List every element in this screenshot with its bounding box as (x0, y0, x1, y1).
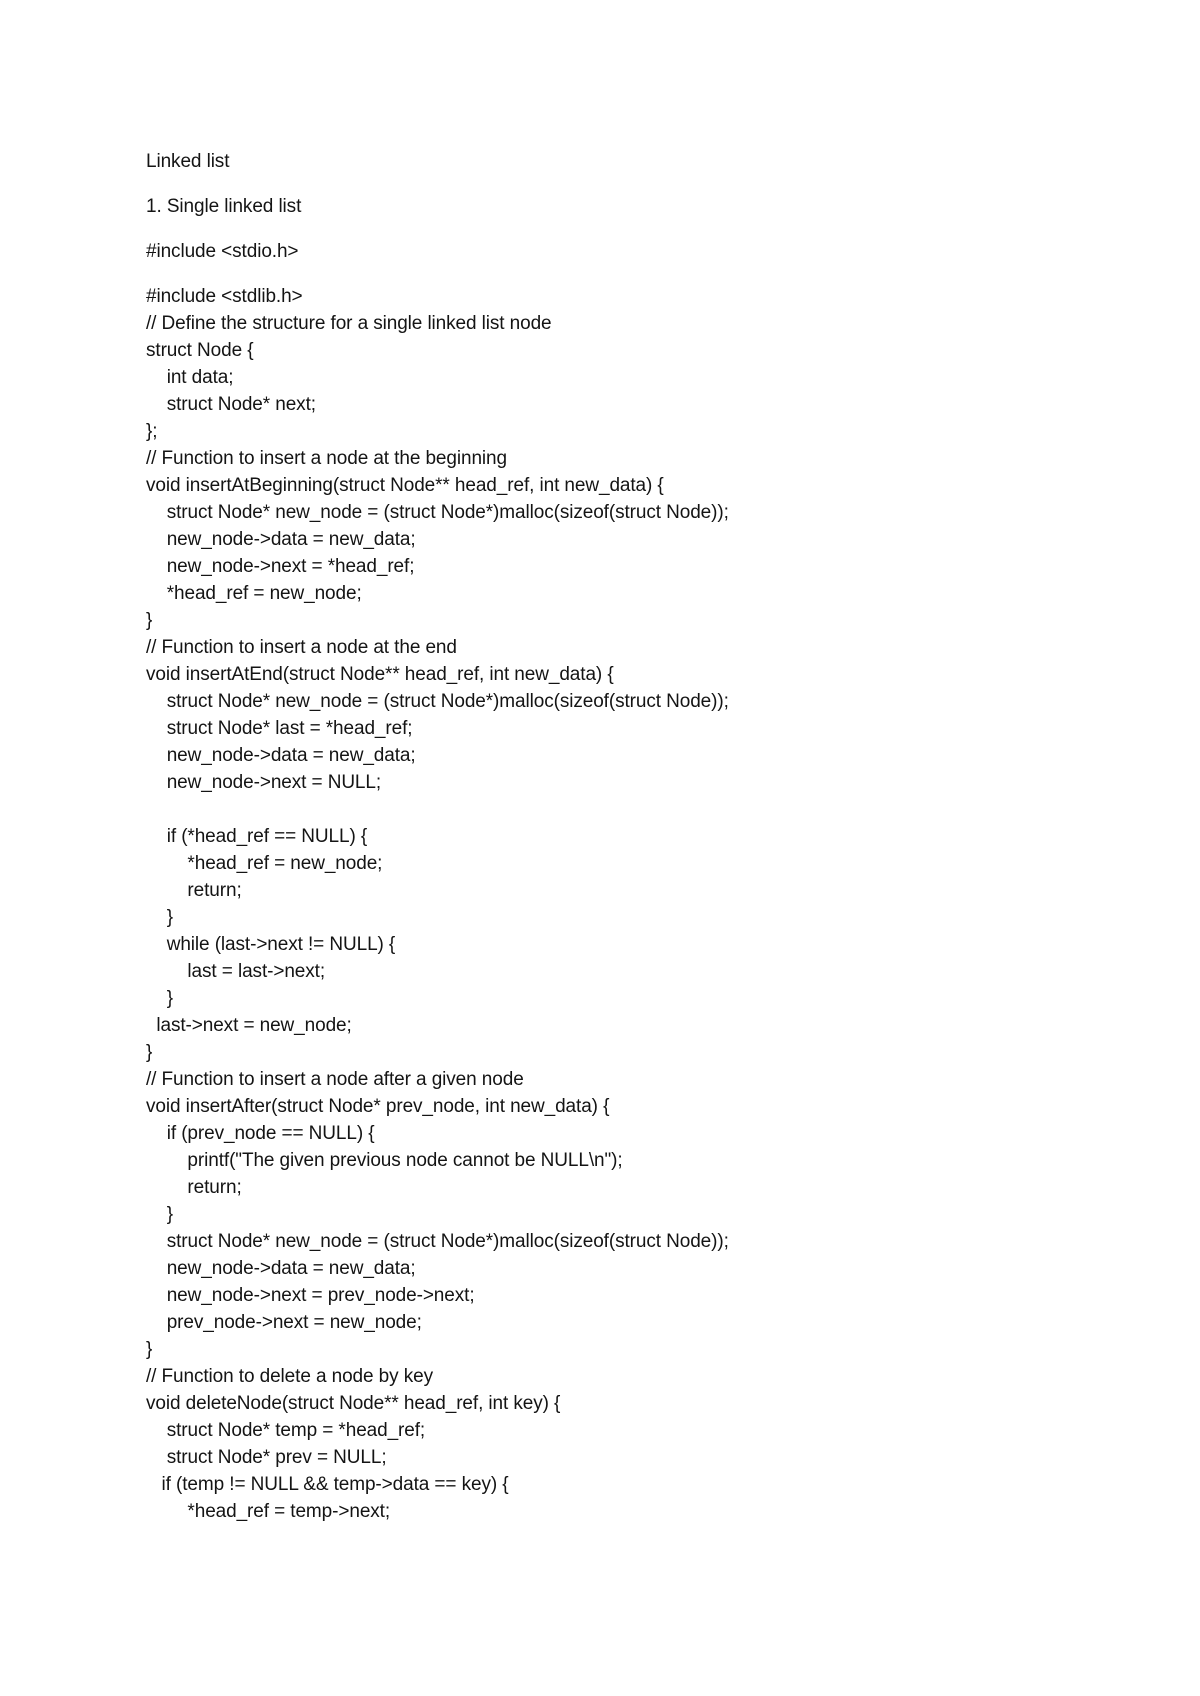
code-line: struct Node { (146, 340, 254, 361)
code-line: void insertAtEnd(struct Node** head_ref, int new_data) { (146, 664, 614, 685)
code-line: last = last->next; (146, 961, 326, 982)
code-line: // Define the structure for a single linked list node (146, 313, 552, 334)
code-line: struct Node* new_node = (struct Node*)malloc(sizeof(struct Node)); (146, 1231, 729, 1252)
code-line: if (prev_node == NULL) { (146, 1123, 375, 1144)
code-line: // Function to insert a node at the end (146, 637, 457, 658)
code-line: printf("The given previous node cannot be NULL\n"); (146, 1150, 623, 1171)
code-line: return; (146, 1177, 242, 1198)
code-line: while (last->next != NULL) { (146, 934, 396, 955)
code-line: } (146, 907, 173, 928)
code-line: return; (146, 880, 242, 901)
code-line: // Function to insert a node at the beginning (146, 448, 507, 469)
code-line: } (146, 1204, 173, 1225)
code-line: new_node->data = new_data; (146, 745, 416, 766)
code-line: prev_node->next = new_node; (146, 1312, 422, 1333)
code-line: } (146, 1042, 153, 1063)
code-line: new_node->next = prev_node->next; (146, 1285, 475, 1306)
code-line: struct Node* new_node = (struct Node*)malloc(sizeof(struct Node)); (146, 691, 729, 712)
code-line: new_node->next = *head_ref; (146, 556, 415, 577)
code-line: }; (146, 421, 158, 442)
code-line: if (*head_ref == NULL) { (146, 826, 368, 847)
code-line: void insertAtBeginning(struct Node** head_ref, int new_data) { (146, 475, 664, 496)
code-line: void insertAfter(struct Node* prev_node, int new_data) { (146, 1096, 610, 1117)
code-line: #include <stdio.h> (146, 241, 299, 262)
code-line: last->next = new_node; (146, 1015, 352, 1036)
code-line: struct Node* temp = *head_ref; (146, 1420, 426, 1441)
code-line: struct Node* prev = NULL; (146, 1447, 387, 1468)
code-line: *head_ref = temp->next; (146, 1501, 391, 1522)
code-line: *head_ref = new_node; (146, 583, 362, 604)
code-line: void deleteNode(struct Node** head_ref, int key) { (146, 1393, 561, 1414)
code-line: new_node->data = new_data; (146, 529, 416, 550)
code-line: } (146, 1339, 153, 1360)
code-line: new_node->next = NULL; (146, 772, 382, 793)
code-line: // Function to delete a node by key (146, 1366, 433, 1387)
code-line: *head_ref = new_node; (146, 853, 383, 874)
code-line: if (temp != NULL && temp->data == key) { (146, 1474, 509, 1495)
code-line: struct Node* next; (146, 394, 316, 415)
document-title: Linked list (146, 151, 230, 172)
code-line: } (146, 988, 173, 1009)
code-line: int data; (146, 367, 234, 388)
section-heading: 1. Single linked list (146, 196, 302, 217)
code-line: struct Node* new_node = (struct Node*)malloc(sizeof(struct Node)); (146, 502, 729, 523)
code-line: new_node->data = new_data; (146, 1258, 416, 1279)
code-line: #include <stdlib.h> (146, 286, 303, 307)
code-line: // Function to insert a node after a given node (146, 1069, 524, 1090)
code-line: } (146, 610, 153, 631)
code-line: struct Node* last = *head_ref; (146, 718, 413, 739)
